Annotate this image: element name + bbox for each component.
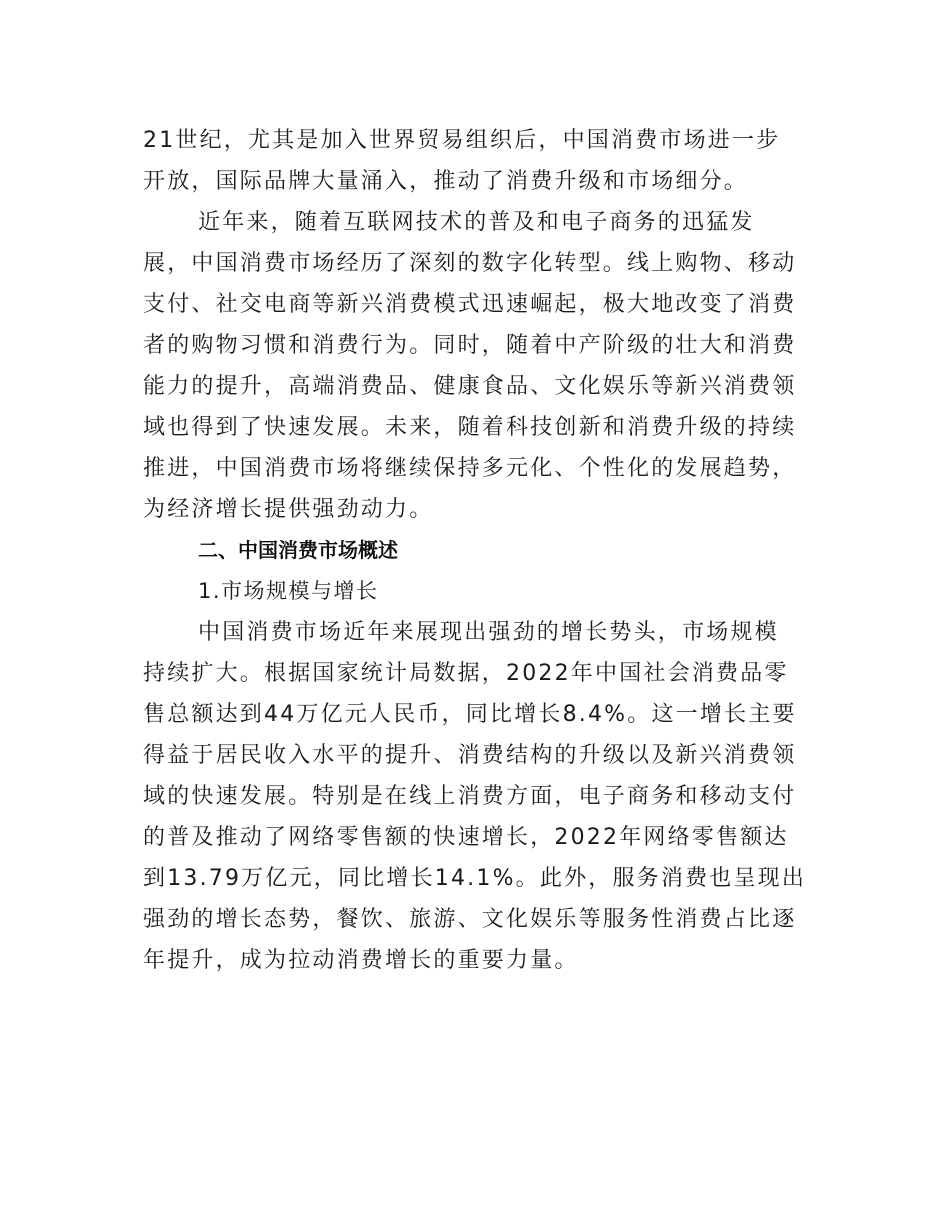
text-line: 推进，中国消费市场将继续保持多元化、个性化的发展趋势， <box>143 456 797 481</box>
text-line: 中国消费市场近年来展现出强劲的增长势头，市场规模 <box>198 620 779 645</box>
text-line: 到13.79万亿元，同比增长14.1%。此外，服务消费也呈现出 <box>143 866 807 891</box>
paragraph-digital-transformation <box>143 202 813 530</box>
text-line: 持续扩大。根据国家统计局数据，2022年中国社会消费品零 <box>143 661 789 686</box>
text-line: 的普及推动了网络零售额的快速增长，2022年网络零售额达 <box>143 825 789 850</box>
text-line: 域的快速发展。特别是在线上消费方面，电子商务和移动支付 <box>143 784 797 809</box>
section-heading: 二、中国消费市场概述 <box>198 538 398 562</box>
text-line: 支付、社交电商等新兴消费模式迅速崛起，极大地改变了消费 <box>143 292 797 317</box>
subsection-heading: 1.市场规模与增长 <box>198 579 379 603</box>
text-line: 者的购物习惯和消费行为。同时，随着中产阶级的壮大和消费 <box>143 333 797 358</box>
text-line: 开放，国际品牌大量涌入，推动了消费升级和市场细分。 <box>143 169 749 194</box>
text-line: 为经济增长提供强劲动力。 <box>143 497 434 522</box>
document-body <box>143 120 813 981</box>
text-line: 强劲的增长态势，餐饮、旅游、文化娱乐等服务性消费占比逐 <box>143 907 797 932</box>
paragraph-market-size <box>143 612 813 981</box>
text-line: 21世纪，尤其是加入世界贸易组织后，中国消费市场进一步 <box>143 128 781 153</box>
text-line: 展，中国消费市场经历了深刻的数字化转型。线上购物、移动 <box>143 251 797 276</box>
text-line: 售总额达到44万亿元人民币，同比增长8.4%。这一增长主要 <box>143 702 797 727</box>
text-line: 年提升，成为拉动消费增长的重要力量。 <box>143 948 579 973</box>
text-line: 得益于居民收入水平的提升、消费结构的升级以及新兴消费领 <box>143 743 797 768</box>
text-line: 能力的提升，高端消费品、健康食品、文化娱乐等新兴消费领 <box>143 374 797 399</box>
paragraph-intl-opening <box>143 120 813 202</box>
text-line: 近年来，随着互联网技术的普及和电子商务的迅猛发 <box>198 210 755 235</box>
text-line: 域也得到了快速发展。未来，随着科技创新和消费升级的持续 <box>143 415 797 440</box>
